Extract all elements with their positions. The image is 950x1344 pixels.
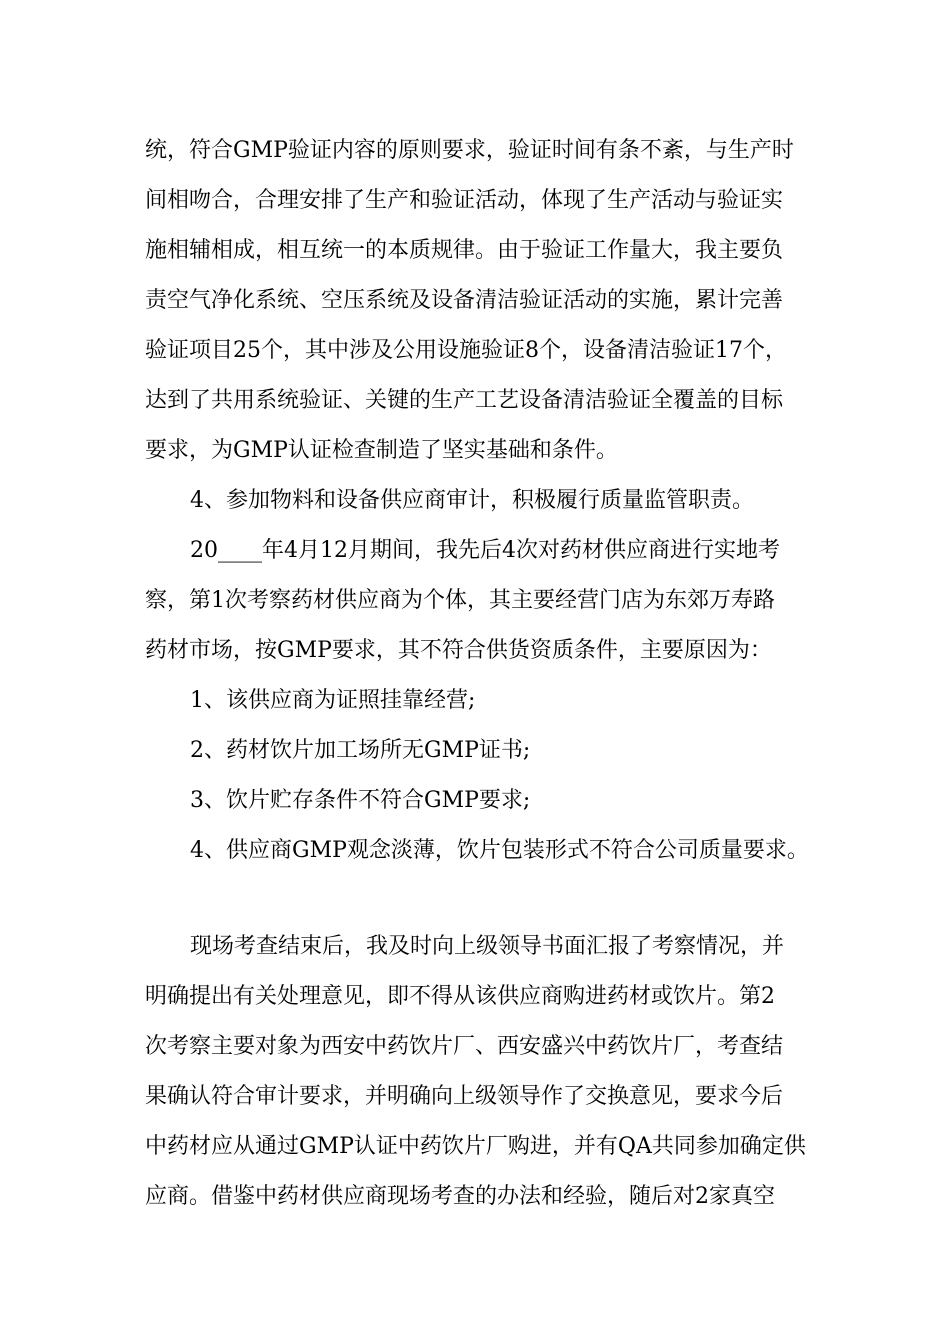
text-line: 次考察主要对象为西安中药饮片厂、西安盛兴中药饮片厂，考查结	[145, 1034, 784, 1059]
text-line: 察，第1次考察药材供应商为个体，其主要经营门店为东郊万寿路	[145, 588, 775, 613]
text-line: 责空气净化系统、空压系统及设备清洁验证活动的实施，累计完善	[145, 288, 784, 313]
list-item: 1、该供应商为证照挂靠经营;	[190, 688, 476, 713]
text-line: 间相吻合，合理安排了生产和验证活动，体现了生产活动与验证实	[145, 188, 784, 213]
text-line: 20____年4月12月期间，我先后4次对药材供应商进行实地考	[190, 538, 780, 563]
list-item: 2、药材饮片加工场所无GMP证书;	[190, 738, 531, 763]
text-line: 达到了共用系统验证、关键的生产工艺设备清洁验证全覆盖的目标	[145, 388, 784, 413]
text-line: 现场考查结束后，我及时向上级领导书面汇报了考察情况，并	[190, 934, 785, 959]
list-item: 3、饮片贮存条件不符合GMP要求;	[190, 788, 531, 813]
text-line: 应商。借鉴中药材供应商现场考查的办法和经验，随后对2家真空	[145, 1184, 775, 1209]
text-line: 要求，为GMP认证检查制造了坚实基础和条件。	[145, 438, 618, 463]
text-line: 施相辅相成，相互统一的本质规律。由于验证工作量大，我主要负	[145, 238, 784, 263]
text-line: 统，符合GMP验证内容的原则要求，验证时间有条不紊，与生产时	[145, 138, 794, 163]
section-heading: 4、参加物料和设备供应商审计，积极履行质量监管职责。	[190, 488, 754, 513]
text-line: 中药材应从通过GMP认证中药饮片厂购进，并有QA共同参加确定供	[145, 1134, 806, 1159]
text-line: 验证项目25个，其中涉及公用设施验证8个，设备清洁验证17个，	[145, 338, 787, 363]
text-line: 明确提出有关处理意见，即不得从该供应商购进药材或饮片。第2	[145, 984, 775, 1009]
text-line: 果确认符合审计要求，并明确向上级领导作了交换意见，要求今后	[145, 1084, 784, 1109]
text-line: 药材市场，按GMP要求，其不符合供货资质条件，主要原因为：	[145, 638, 772, 663]
list-item: 4、供应商GMP观念淡薄，饮片包装形式不符合公司质量要求。	[190, 838, 809, 863]
